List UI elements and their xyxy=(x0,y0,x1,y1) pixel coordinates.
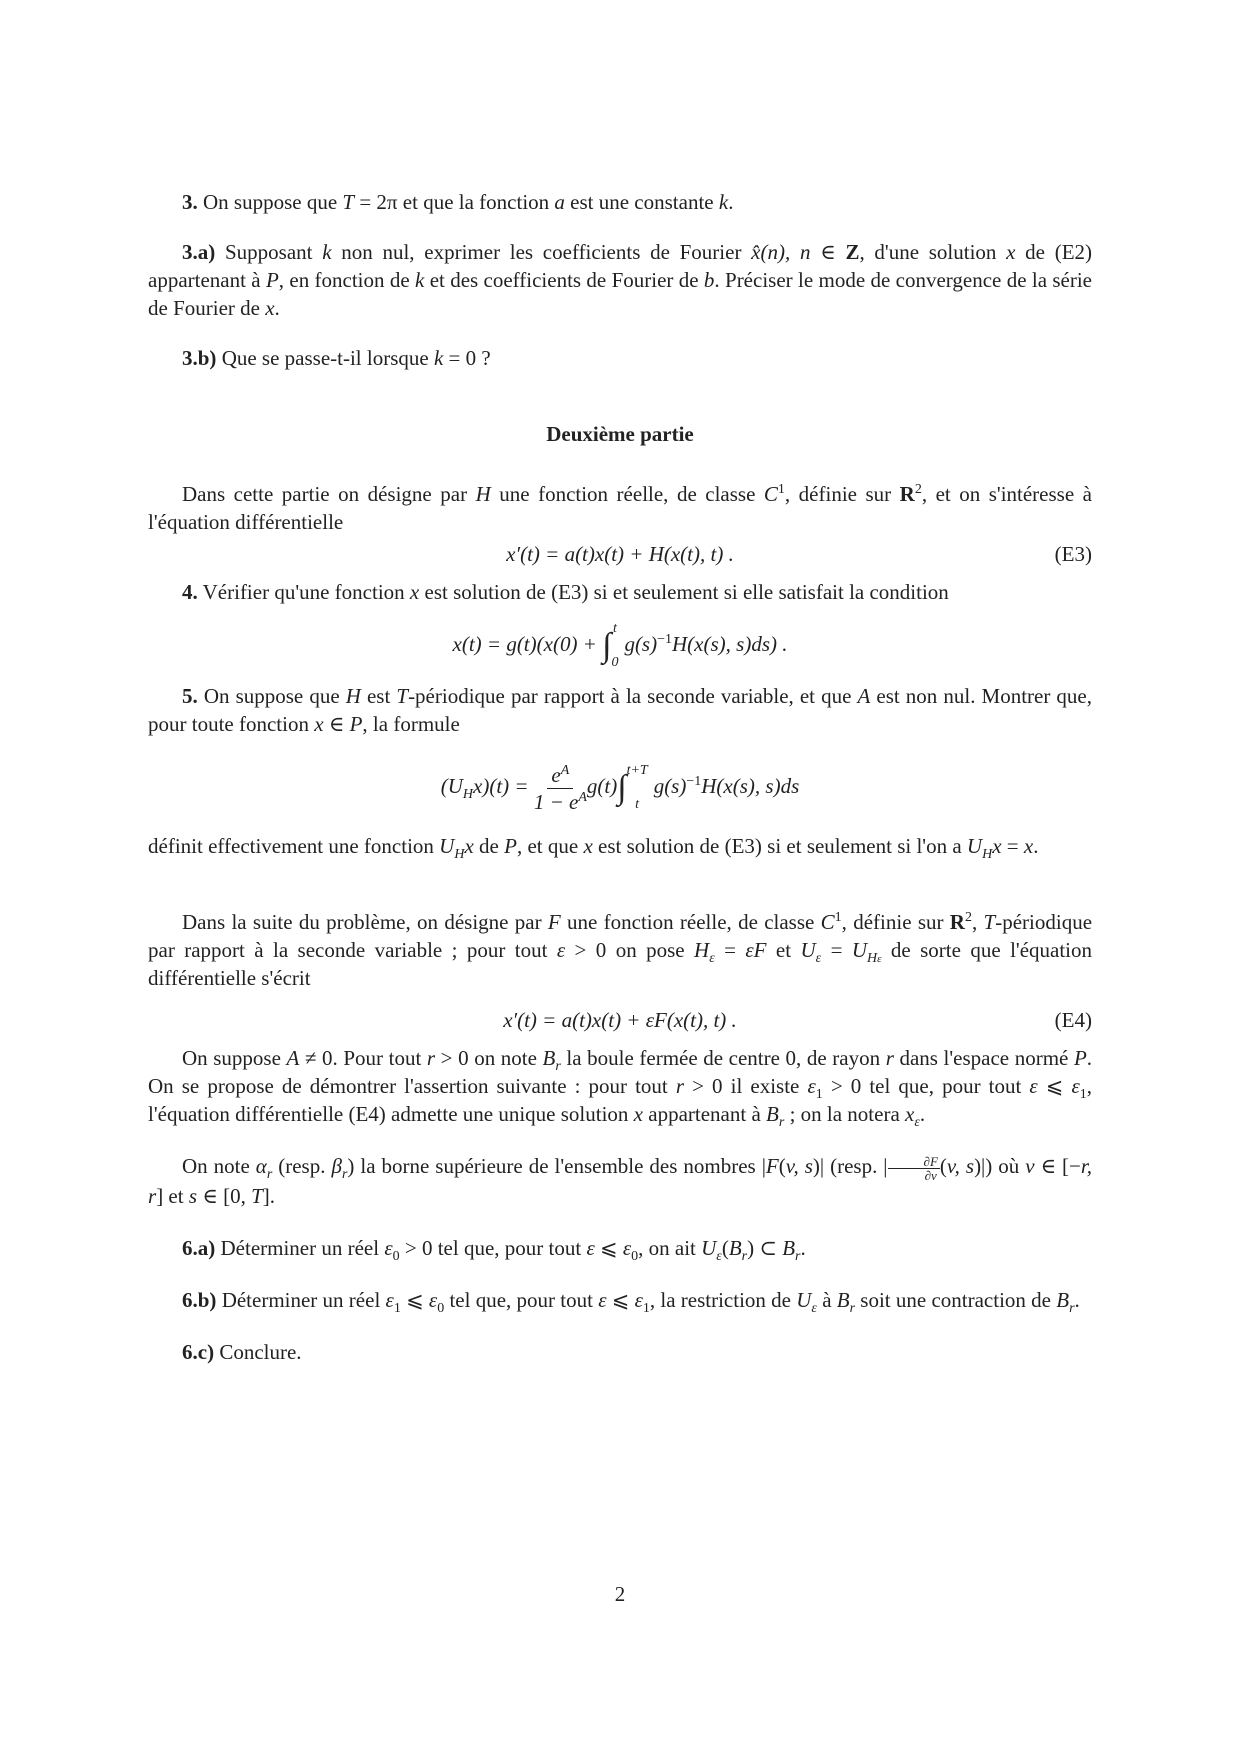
question-5: 5. On suppose que H est T-périodique par rapport à la seconde variable, et que A est non nul. Montrer que, pour toute fonction x ∈ P, la formule xyxy=(148,684,1092,736)
fraction: $\frac{e^A}{1 - e^A}$ xyxy=(533,762,587,814)
equation-e3: x′(t) = a(t)x(t) + H(x(t), t) . (E3) xyxy=(506,542,1092,566)
section-heading: Deuxième partie xyxy=(546,422,694,446)
integral-limits: t 0 xyxy=(611,621,619,671)
equation-e4: x′(t) = a(t)x(t) + εF(x(t), t) . (E4) xyxy=(503,1008,1092,1032)
equation-q5: $(U_Hx)(t)$ = $\frac{e^A}{1 - e^A}$ g(t)∫ t+T t $g(s)^{-1}H(x(s)$, s)ds xyxy=(440,762,800,814)
part2-intro: Dans cette partie on désigne par H une fonction réelle, de classe $C^1$, définie sur $R^2$, et on s'intéresse à l'équation différentielle xyxy=(148,482,1092,534)
question-number: 5. xyxy=(182,684,198,708)
question-3b: 3.b) Que se passe-t-il lorsque k = 0 ? xyxy=(182,346,491,370)
page-content xyxy=(148,190,1093,1366)
alpha-beta-paragraph: On note $\alpha_r$ (resp. $\beta_r$) la borne supérieure de l'ensemble des nombres |F(v, s)| (resp. | $\frac{\partial F}{\partial v}$ (v, s)|) où v ∈ [−r, r] et s ∈ [0, T]. xyxy=(148,1153,1092,1208)
equation-q4: x(t) = g(t)(x(0) + ∫ t 0 $g(s)^{-1}H(x(s)$, s)ds) . xyxy=(452,621,788,671)
question-6a: 6.a) Déterminer un réel $\varepsilon_0 > 0$ tel que, pour tout ε ⩽ $\varepsilon_0$, on ait $U_\varepsilon(B_r)$ ⊂ $B_r$. xyxy=(182,1235,806,1264)
equation-tag: (E4) xyxy=(1054,1008,1092,1032)
question-3: 3. On suppose que T = 2π et que la fonction a est une constante k. xyxy=(182,190,734,214)
question-5-continued: définit effectivement une fonction $U_Hx$ de P, et que x est solution de (E3) si et seulement si l'on a $U_Hx = x$. xyxy=(148,834,1039,863)
assertion-paragraph: On suppose A ≠ 0. Pour tout r > 0 on note $B_r$ la boule fermée de centre 0, de rayon r dans l'espace normé P. On se propose de démontrer l'assertion suivante : pour tout r > 0 il existe $\varepsilon_1 > 0$ tel que, pour tout ε ⩽ $\varepsilon_1$, l'équation différentielle (E4) admette une unique solution x appartenant à $B_r$ ; on la notera $x_\varepsilon$. xyxy=(148,1046,1093,1131)
question-number: 3.a) xyxy=(182,240,216,264)
question-number: 3. xyxy=(182,190,198,214)
question-number: 4. xyxy=(182,580,198,604)
question-number: 6.a) xyxy=(182,1235,216,1260)
question-4: 4. Vérifier qu'une fonction x est solution de (E3) si et seulement si elle satisfait la condition xyxy=(182,580,949,604)
equation-tag: (E3) xyxy=(1054,542,1092,566)
question-number: 3.b) xyxy=(182,346,217,370)
question-number: 6.c) xyxy=(182,1339,215,1364)
question-6c: 6.c) Conclure. xyxy=(182,1339,302,1364)
question-3a: 3.a) Supposant k non nul, exprimer les coefficients de Fourier x̂(n), n ∈ Z, d'une solution x de (E2) appartenant à P, en fonction de k et des coefficients de Fourier de b. Préciser le mode de convergence de la série de Fourier de x. xyxy=(148,240,1093,320)
question-number: 6.b) xyxy=(182,1287,217,1312)
page-number: 2 xyxy=(614,1582,626,1606)
partial-derivative: $\frac{\partial F}{\partial v}$ xyxy=(888,1155,940,1182)
integral-limits: t+T t xyxy=(626,763,648,813)
question-6b: 6.b) Déterminer un réel $\varepsilon_1$ ⩽ $\varepsilon_0$ tel que, pour tout ε ⩽ $\varepsilon_1$, la restriction de $U_\varepsilon$ à $B_r$ soit une contraction de $B_r$. xyxy=(182,1287,1080,1316)
intro-e4: Dans la suite du problème, on désigne par F une fonction réelle, de classe $C^1$, définie sur $R^2$, T-périodique par rapport à la seconde variable ; pour tout ε > 0 on pose $H_\varepsilon = \varepsilon F$ et $U_\varepsilon = U_{H\varepsilon}$ de sorte que l'équation différentielle s'écrit xyxy=(148,910,1093,990)
